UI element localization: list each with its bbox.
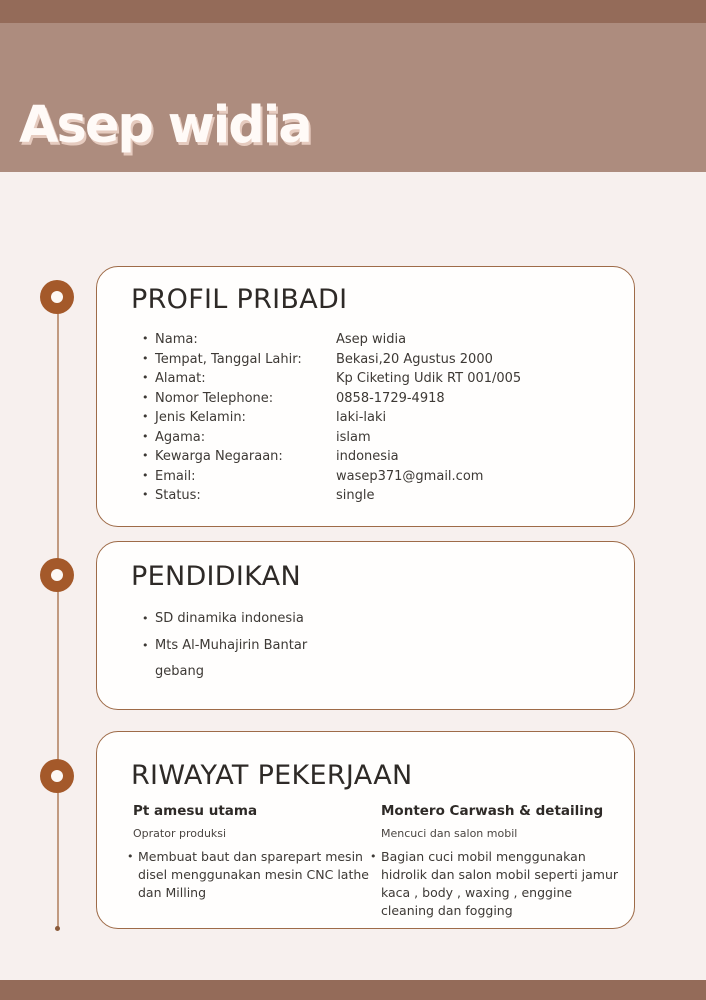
profile-value: wasep371@gmail.com (336, 468, 484, 484)
job-company: Pt amesu utama (133, 803, 258, 819)
education-item: • Mts Al-Muhajirin Bantar gebang (142, 633, 342, 686)
top-decor-strip (0, 0, 706, 23)
profile-label: • Nama: (142, 332, 336, 347)
profile-label: • Alamat: (142, 371, 336, 386)
profile-heading: PROFIL PRIBADI (131, 284, 348, 315)
profile-label: • Email: (142, 469, 336, 484)
profile-row-nationality (142, 447, 521, 467)
profile-row-phone (142, 389, 521, 409)
job-role: Oprator produksi (133, 827, 227, 840)
profile-label: • Agama: (142, 430, 336, 445)
profile-value: 0858-1729-4918 (336, 390, 445, 406)
profile-row-status (142, 486, 521, 506)
circle-ring-icon (40, 759, 74, 793)
job-entry (133, 802, 373, 902)
profile-value: islam (336, 429, 371, 445)
profile-value: Kp Ciketing Udik RT 001/005 (336, 371, 522, 387)
timeline-line (57, 297, 59, 928)
profile-label: • Nomor Telephone: (142, 391, 336, 406)
profile-value: laki-laki (336, 410, 387, 426)
education-item: • SD dinamika indonesia (142, 606, 342, 633)
candidate-name: Asep widia (19, 96, 311, 155)
profile-list (142, 330, 521, 506)
profile-row-email (142, 467, 521, 487)
education-list (142, 606, 342, 686)
circle-ring-icon (40, 280, 74, 314)
profile-label: • Kewarga Negaraan: (142, 449, 336, 464)
job-role: Mencuci dan salon mobil (381, 827, 518, 840)
timeline-end-dot (55, 926, 60, 931)
work-heading: RIWAYAT PEKERJAAN (131, 760, 413, 791)
profile-row-birth (142, 350, 521, 370)
profile-row-address (142, 369, 521, 389)
profile-value: indonesia (336, 449, 399, 465)
job-description: • Membuat baut dan sparepart mesin disel menggunakan mesin CNC lathe dan Milling (127, 848, 373, 902)
job-description: • Bagian cuci mobil menggunakan hidrolik dan salon mobil seperti jamur kaca , body , waxing , enggine cleaning dan fogging (370, 848, 626, 920)
profile-row-name (142, 330, 521, 350)
profile-row-gender (142, 408, 521, 428)
footer-band (0, 980, 706, 1000)
profile-row-religion (142, 428, 521, 448)
job-entry (381, 802, 626, 920)
circle-ring-icon (40, 558, 74, 592)
profile-label: • Jenis Kelamin: (142, 410, 336, 425)
education-heading: PENDIDIKAN (131, 561, 301, 592)
profile-label: • Tempat, Tanggal Lahir: (142, 352, 336, 367)
profile-value: Bekasi,20 Agustus 2000 (336, 351, 493, 367)
profile-value: Asep widia (336, 332, 407, 348)
profile-value: single (336, 488, 375, 504)
profile-label: • Status: (142, 488, 336, 503)
job-company: Montero Carwash & detailing (381, 803, 604, 819)
work-card (96, 731, 635, 929)
profile-card (96, 266, 635, 527)
education-card (96, 541, 635, 710)
